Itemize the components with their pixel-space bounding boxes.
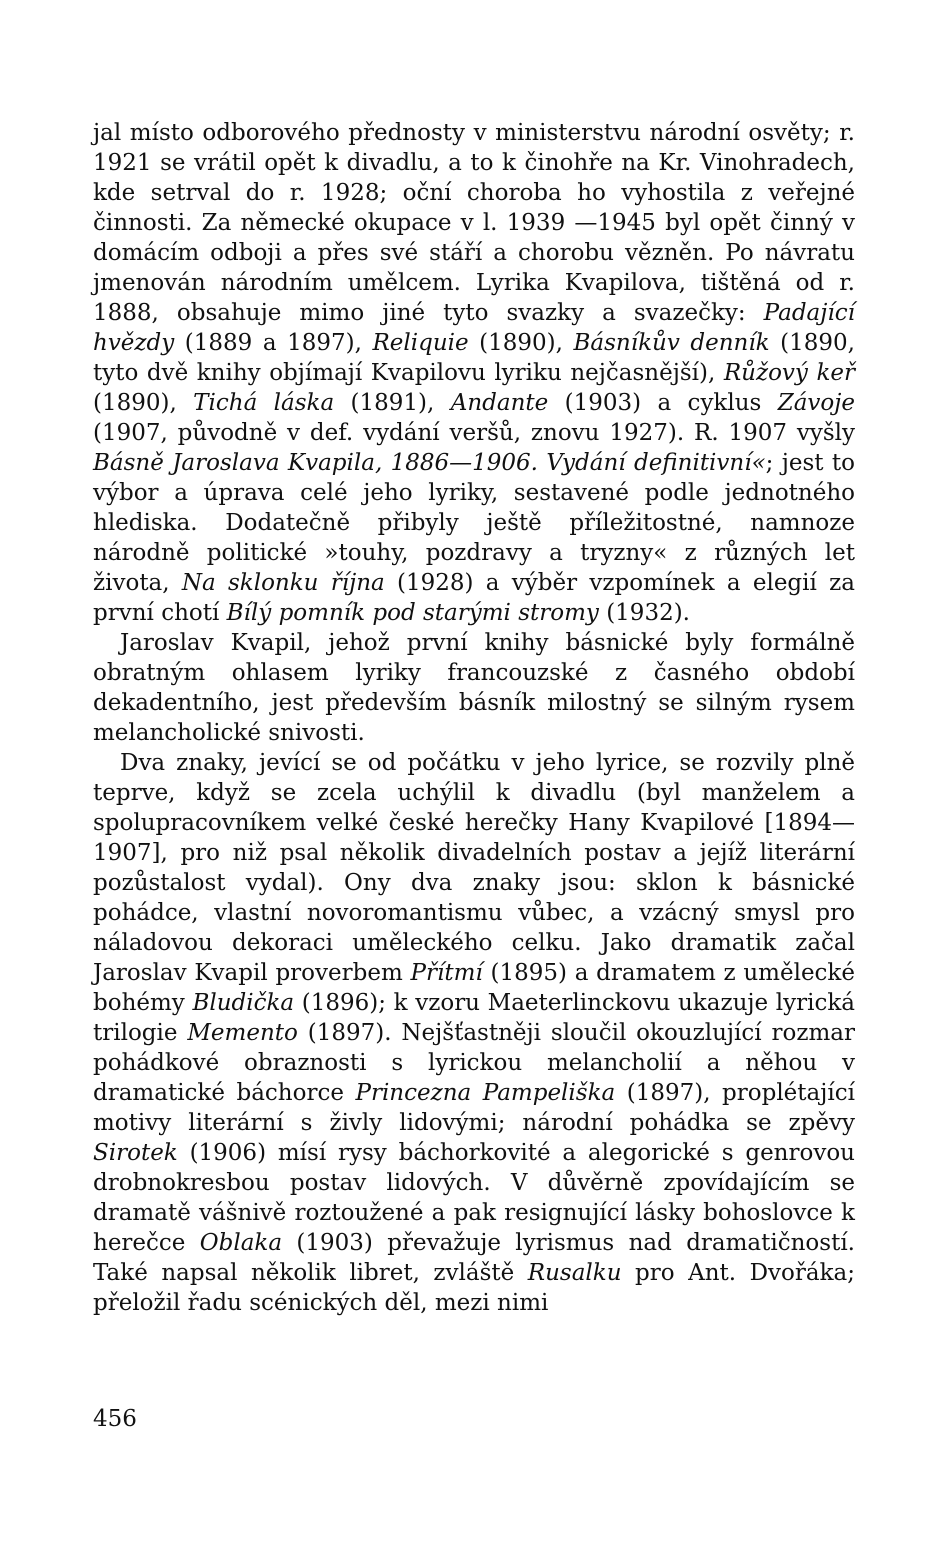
text-run: pro Ant. Dvořáka; přeložil řadu scénických děl, mezi nimi — [93, 1260, 855, 1316]
paragraph — [93, 748, 855, 1318]
text-run: Dva znaky, jevící se od počátku v jeho lyrice, se rozvily plně teprve, když se zcela uchýlil k divadlu (byl manželem a spolupracovníkem velké české herečky Hany Kvapilové [1894—1907], pro niž psal několik divadelních postav a jejíž literární pozůstalost vydal). Ony dva znaky jsou: sklon k básnické pohádce, vlastní novoromantismu vůbec, a vzácný smysl pro náladovou dekoraci uměleckého celku. Jako dramatik začal Jaroslav Kvapil proverbem — [93, 750, 855, 986]
text-run: (1897). Nejšťastněji sloučil okouzlující rozmar pohádkové obraznosti s lyrickou melancholií a něhou v dramatické báchorce — [93, 1020, 855, 1106]
text-run: ; jest to výbor a úprava celé jeho lyriky, sestavené podle jednotného hlediska. Dodatečně přibyly ještě příležitostné, namnoze národně politické »touhy, pozdravy a tryzny« z různých let života, — [93, 450, 855, 596]
text-run: (1903) a cyklus — [548, 390, 778, 416]
italic-title: Básně Jaroslava Kvapila, 1886—1906. Vydání definitivní« — [93, 450, 766, 476]
text-run: (1890), — [468, 330, 574, 356]
page-body — [93, 118, 855, 1318]
italic-title: Padající hvězdy — [93, 300, 855, 356]
paragraph — [93, 628, 855, 748]
italic-title: Bludička — [192, 990, 295, 1016]
italic-title: Rusalku — [527, 1260, 622, 1286]
text-run: (1928) a výběr vzpomínek a elegií za první chotí — [93, 570, 855, 626]
italic-title: Básníkův denník — [573, 330, 770, 356]
text-run: (1932). — [598, 600, 690, 626]
text-run: (1907, původně v def. vydání veršů, znovu 1927). R. 1907 vyšly — [93, 420, 855, 446]
text-run: (1896); k vzoru Maeterlinckovu ukazuje lyrická trilogie — [93, 990, 856, 1046]
italic-title: Memento — [187, 1020, 298, 1046]
page-number: 456 — [93, 1406, 137, 1432]
text-run: (1890), — [93, 390, 194, 416]
text-run: (1890, tyto dvě knihy objímají Kvapilovu lyriku nejčasnější), — [93, 330, 855, 386]
paragraph — [93, 118, 855, 628]
italic-title: Oblaka — [199, 1230, 283, 1256]
text-run: (1906) mísí rysy báchorkovité a alegorické s genrovou drobnokresbou postav lidových. V důvěrně zpovídajícím se dramatě vášnivě roztoužené a pak resignující lásky bohoslovce k herečce — [93, 1140, 855, 1256]
italic-title: Růžový keř — [723, 360, 855, 386]
text-run: (1895) a dramatem z umělecké bohémy — [93, 960, 855, 1016]
italic-title: Bílý pomník pod starými stromy — [226, 600, 599, 626]
text-run: Jaroslav Kvapil, jehož první knihy básnické byly formálně obratným ohlasem lyriky francouzské z časného období dekadentního, jest především básník milostný se silným rysem melancholické snivosti. — [93, 630, 855, 746]
italic-title: Sirotek — [93, 1140, 178, 1166]
italic-title: Přítmí — [410, 960, 483, 986]
text-run: (1889 a 1897), — [174, 330, 373, 356]
italic-title: Na sklonku října — [181, 570, 385, 596]
italic-title: Závoje — [777, 390, 855, 416]
italic-title: Tichá láska — [193, 390, 335, 416]
text-run: (1891), — [334, 390, 451, 416]
italic-title: Princezna Pampeliška — [355, 1080, 616, 1106]
text-run: (1903) převažuje lyrismus nad dramatičností. Také napsal několik libret, zvláště — [93, 1230, 855, 1286]
text-run: (1897), proplétající motivy literární s živly lidovými; národní pohádka se zpěvy — [93, 1080, 855, 1136]
italic-title: Reliquie — [372, 330, 469, 356]
italic-title: Andante — [450, 390, 549, 416]
text-run: jal místo odborového přednosty v ministerstvu národní osvěty; r. 1921 se vrátil opět k divadlu, a to k činohře na Kr. Vinohradech, kde setrval do r. 1928; oční choroba ho vyhostila z veřejné činnosti. Za německé okupace v l. 1939 —1945 byl opět činný v domácím odboji a přes své stáří a chorobu vězněn. Po návratu jmenován národním umělcem. Lyrika Kvapilova, tištěná od r. 1888, obsahuje mimo jiné tyto svazky a svazečky: — [93, 120, 855, 326]
